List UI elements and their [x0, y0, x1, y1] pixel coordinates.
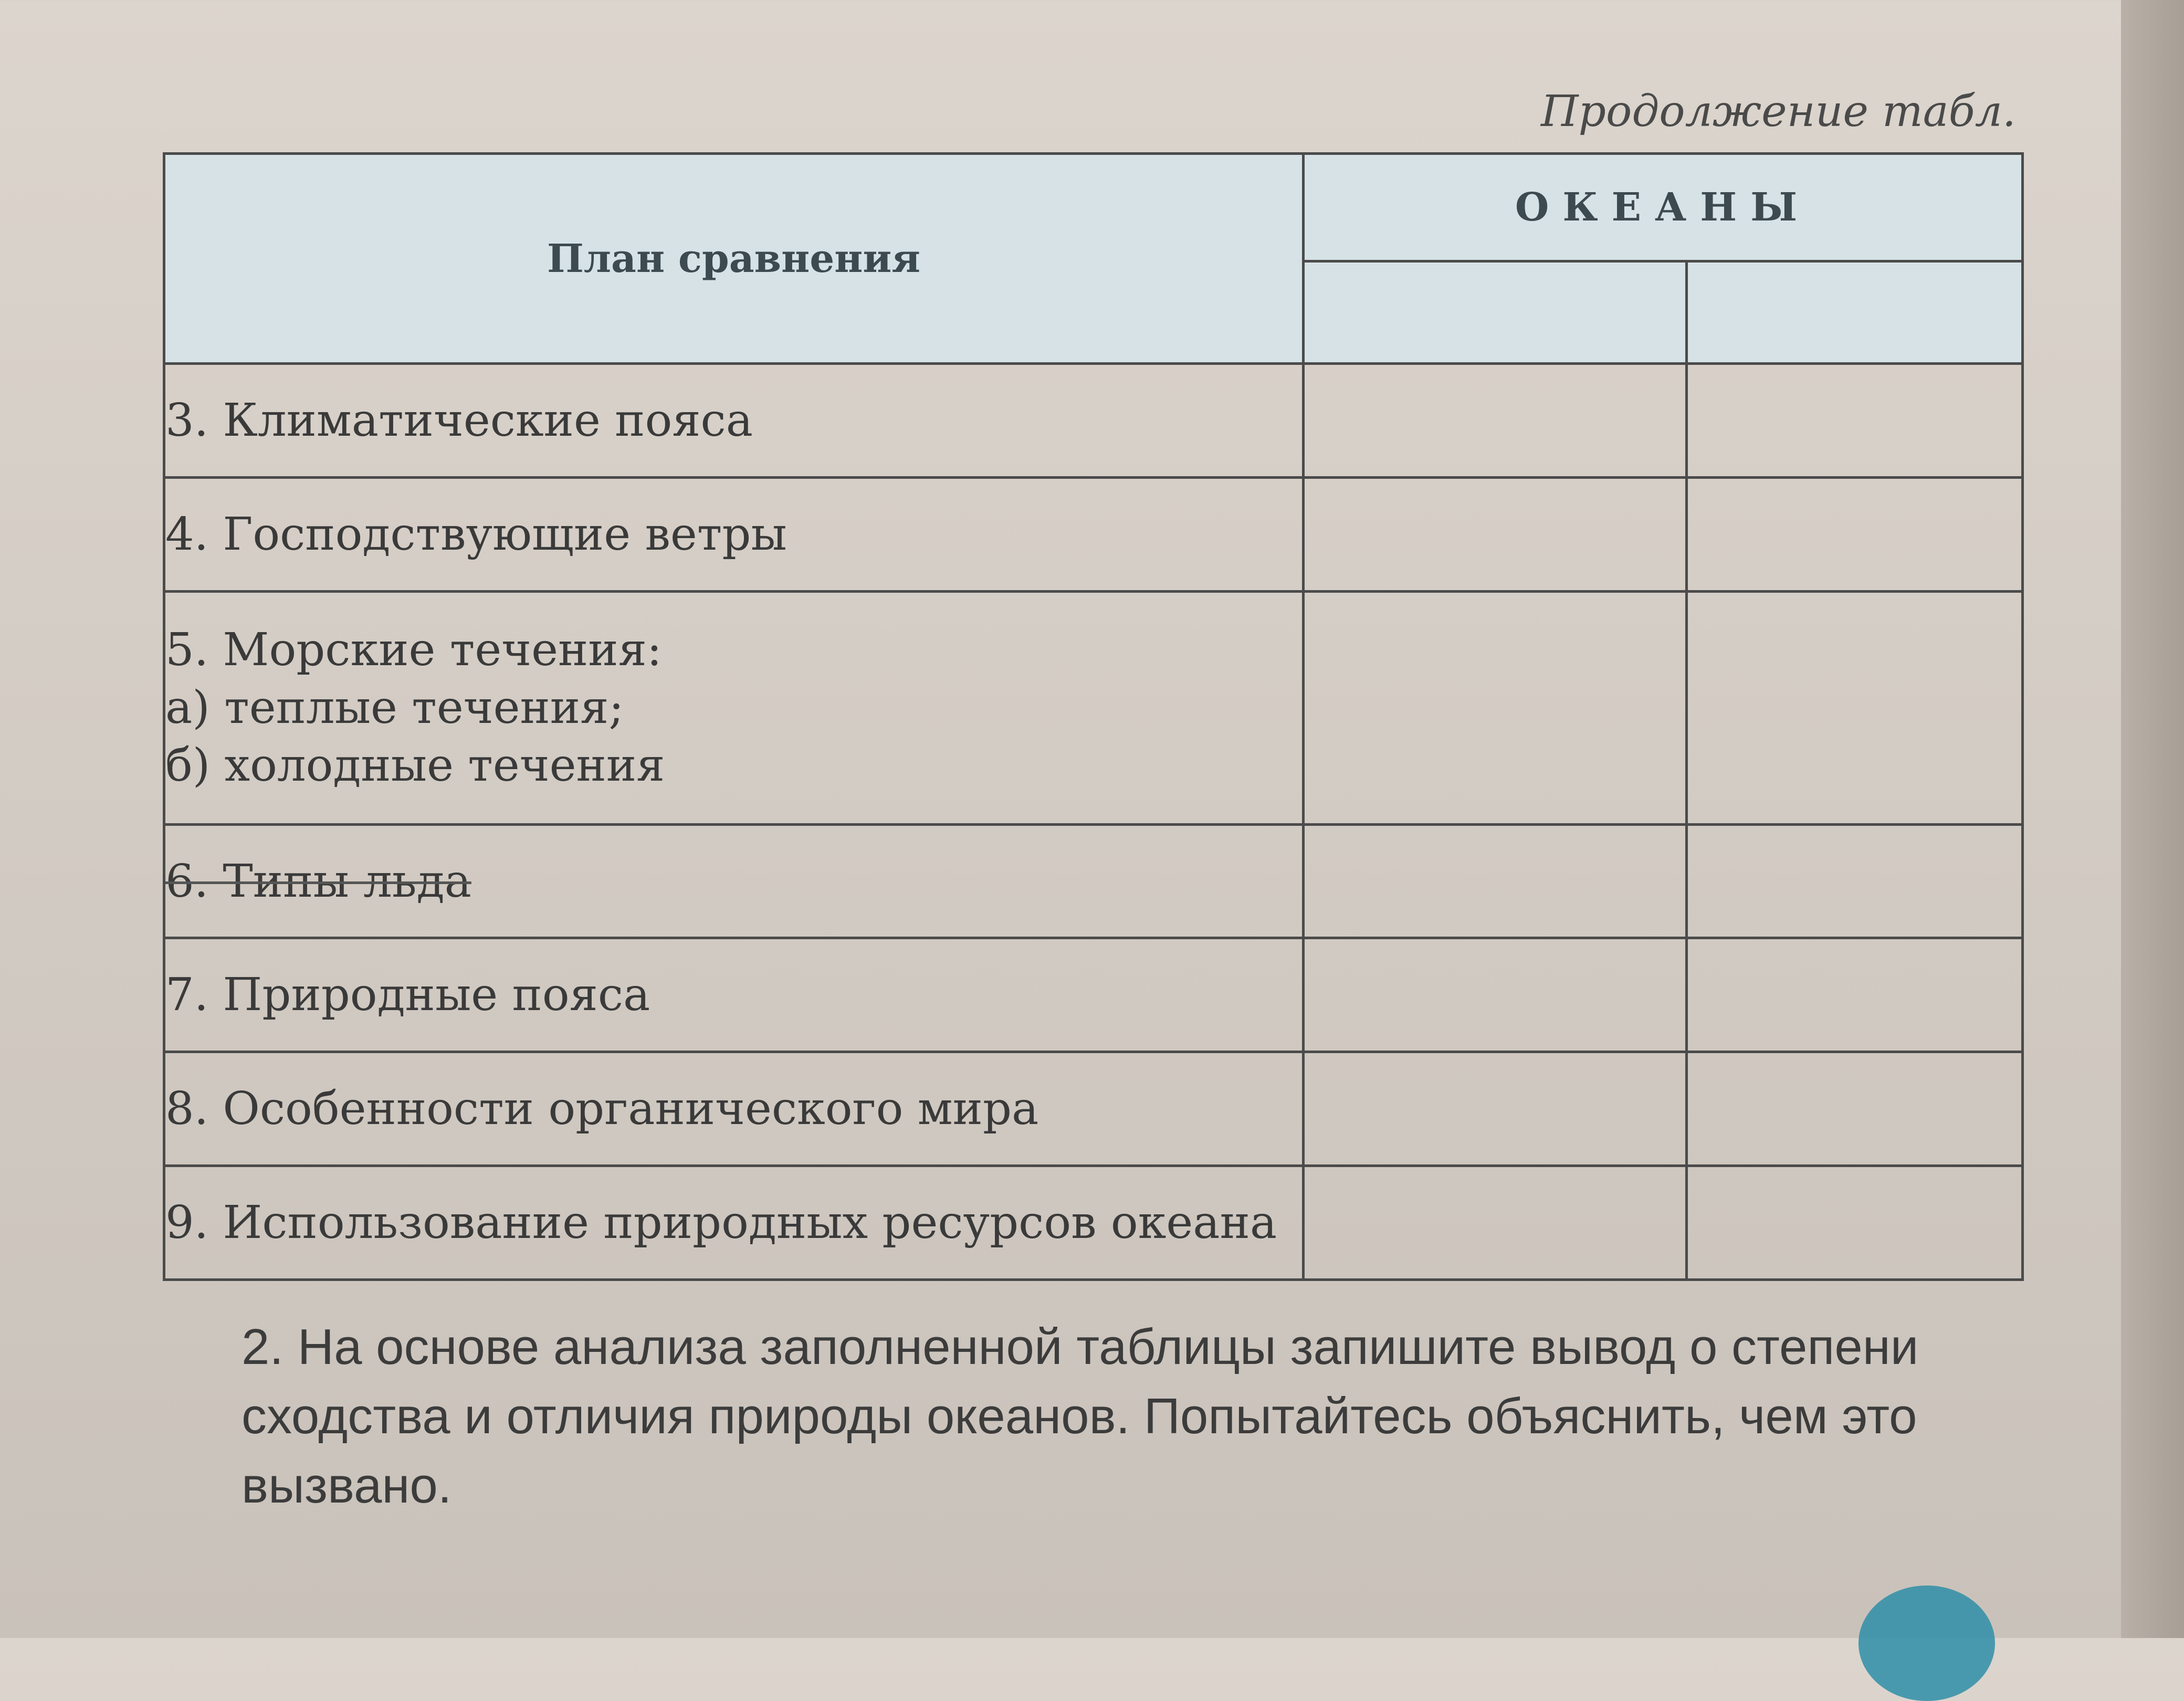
- plan-item-cell: [164, 824, 1304, 938]
- task-instruction: 2. На основе анализа заполненной таблицы запишите вывод о степени сходства и отличия природы океанов. Попытайтесь объяснить, чем это вызвано.: [242, 1319, 1919, 1514]
- answer-cell-ocean-2[interactable]: [1687, 938, 2023, 1052]
- answer-cell-ocean-2[interactable]: [1687, 1166, 2023, 1280]
- plan-item-cell: [164, 938, 1304, 1052]
- table-row: [164, 938, 2023, 1052]
- table-row: [164, 364, 2023, 478]
- table-row: [164, 1052, 2023, 1166]
- header-oceans: ОКЕАНЫ: [1304, 154, 2023, 261]
- table-row: [164, 824, 2023, 938]
- plan-item-cell: [164, 591, 1304, 824]
- table-row: [164, 477, 2023, 591]
- table-body: [164, 364, 2023, 1280]
- answer-cell-ocean-2[interactable]: [1687, 824, 2023, 938]
- plan-item-cell: [164, 1166, 1304, 1280]
- plan-item-cell: [164, 477, 1304, 591]
- table-row: [164, 1166, 2023, 1280]
- answer-cell-ocean-1[interactable]: [1304, 1052, 1687, 1166]
- plan-item-text: 8. Особенности органического мира: [165, 1083, 1039, 1136]
- table-row: [164, 591, 2023, 824]
- answer-cell-ocean-1[interactable]: [1304, 1166, 1687, 1280]
- plan-item-cell: [164, 1052, 1304, 1166]
- comparison-table: [163, 152, 2024, 1281]
- header-ocean-2-blank[interactable]: [1687, 261, 2023, 364]
- answer-cell-ocean-1[interactable]: [1304, 938, 1687, 1052]
- plan-item-text: 9. Использование природных ресурсов океана: [165, 1196, 1277, 1250]
- book-corner-badge: [1858, 1586, 1995, 1701]
- answer-cell-ocean-1[interactable]: [1304, 591, 1687, 824]
- plan-item-text: 7. Природные пояса: [165, 969, 650, 1022]
- plan-item-cell: [164, 364, 1304, 478]
- answer-cell-ocean-2[interactable]: [1687, 364, 2023, 478]
- answer-cell-ocean-2[interactable]: [1687, 1052, 2023, 1166]
- continuation-label: Продолжение табл.: [1540, 87, 2016, 136]
- plan-item-text: 4. Господствующие ветры: [165, 508, 787, 561]
- answer-cell-ocean-1[interactable]: [1304, 364, 1687, 478]
- header-plan: План сравнения: [164, 154, 1304, 364]
- plan-item-text: 5. Морские течения:: [165, 624, 662, 677]
- plan-item-text: б) холодные течения: [165, 739, 665, 792]
- answer-cell-ocean-2[interactable]: [1687, 591, 2023, 824]
- plan-item-text: 3. Климатические пояса: [165, 394, 753, 447]
- answer-cell-ocean-1[interactable]: [1304, 824, 1687, 938]
- plan-item-text: 6. Типы льда: [165, 855, 471, 908]
- book-page-edge: [2121, 0, 2184, 1638]
- answer-cell-ocean-2[interactable]: [1687, 477, 2023, 591]
- answer-cell-ocean-1[interactable]: [1304, 477, 1687, 591]
- plan-item-text: а) теплые течения;: [165, 681, 624, 734]
- comparison-table-container: [163, 152, 2021, 1281]
- header-ocean-1-blank[interactable]: [1304, 261, 1687, 364]
